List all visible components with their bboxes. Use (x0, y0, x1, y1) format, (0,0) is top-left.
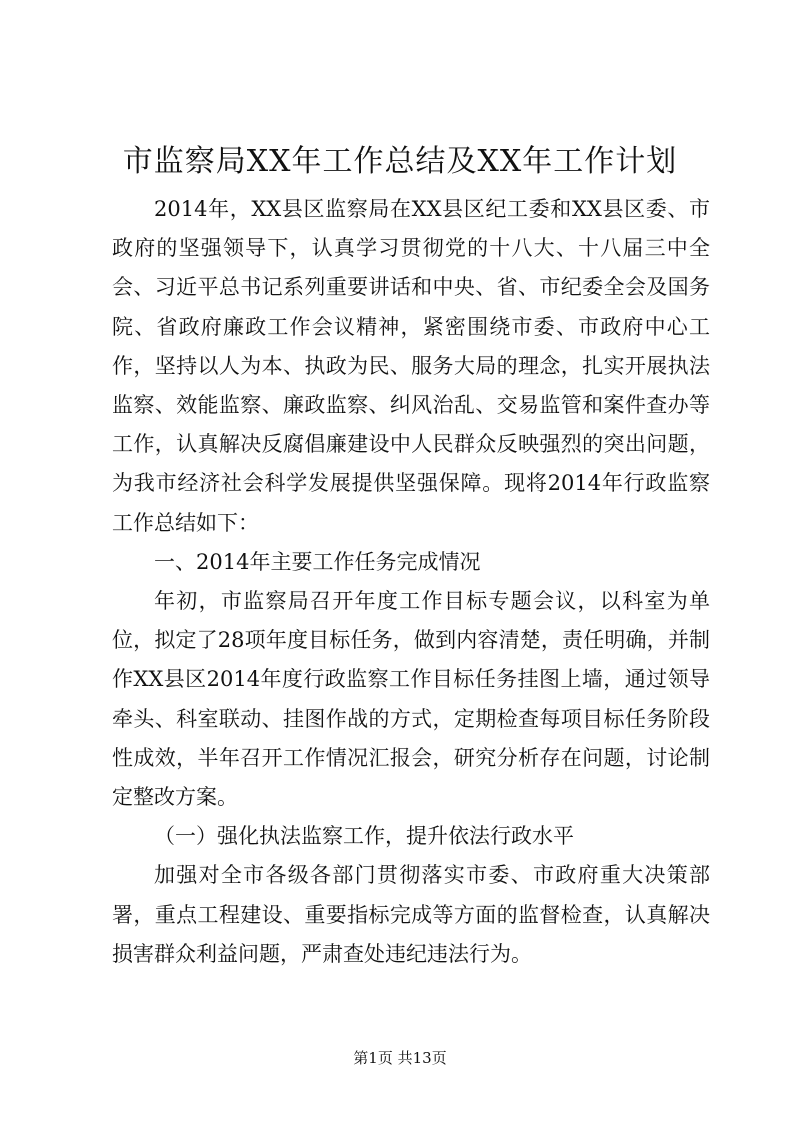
document-body (112, 190, 710, 974)
subsection-heading: （一）强化执法监察工作，提升依法行政水平 (154, 824, 574, 849)
page-number: 第1页 共13页 (353, 1049, 447, 1067)
document-title: 市监察局XX年工作总结及XX年工作计划 (122, 144, 678, 179)
body-paragraph: 年初，市监察局召开年度工作目标专题会议，以科室为单位，拟定了28项年度目标任务，做到内容清楚，责任明确，并制作XX县区2014年度行政监察工作目标任务挂图上墙，通过领导牵头、科室联动、挂图作战的方式，定期检查每项目标任务阶段性成效，半年召开工作情况汇报会，研究分析存在问题，讨论制定整改方案。 (112, 589, 710, 810)
section-heading: 一、2014年主要工作任务完成情况 (154, 549, 481, 574)
body-paragraph: 加强对全市各级各部门贯彻落实市委、市政府重大决策部署，重点工程建设、重要指标完成等方面的监督检查，认真解决损害群众利益问题，严肃查处违纪违法行为。 (112, 863, 710, 966)
intro-paragraph: 2014年，XX县区监察局在XX县区纪工委和XX县区委、市政府的坚强领导下，认真学习贯彻党的十八大、十八届三中全会、习近平总书记系列重要讲话和中央、省、市纪委全会及国务院、省政府廉政工作会议精神，紧密围绕市委、市政府中心工作，坚持以人为本、执政为民、服务大局的理念，扎实开展执法监察、效能监察、廉政监察、纠风治乱、交易监管和案件查办等工作，认真解决反腐倡廉建设中人民群众反映强烈的突出问题，为我市经济社会科学发展提供坚强保障。现将2014年行政监察工作总结如下： (112, 197, 710, 535)
